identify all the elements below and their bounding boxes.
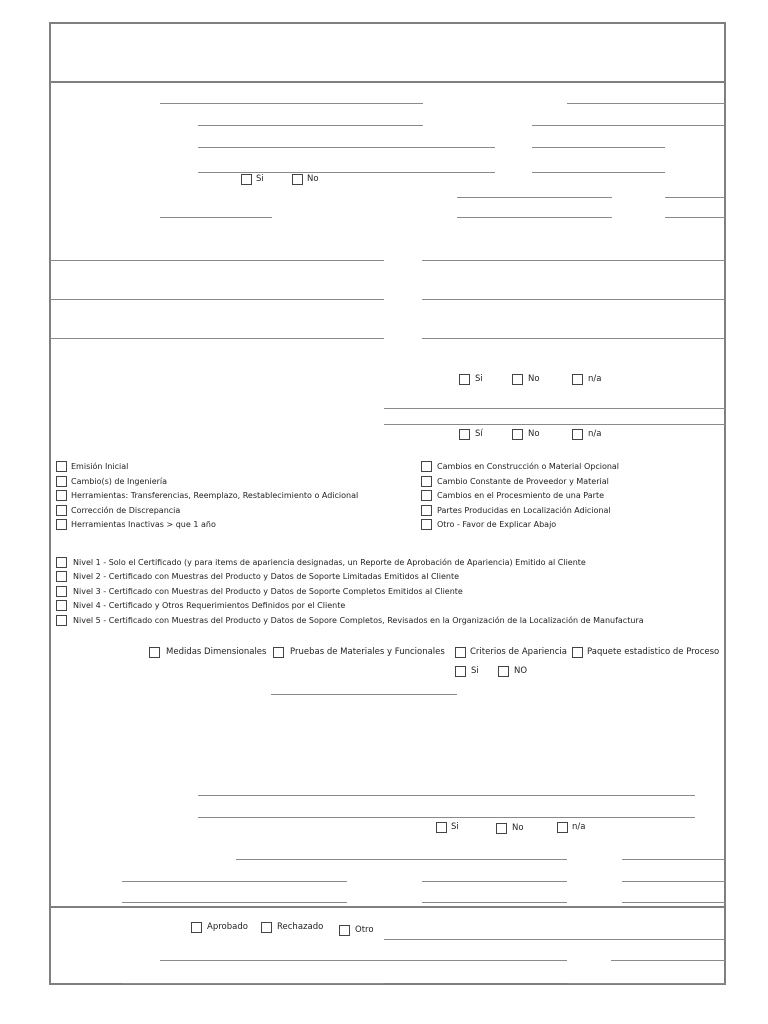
rejected-label: Rechazado (277, 922, 324, 932)
explanation-line-2 (198, 817, 695, 818)
imds-yes-checkbox[interactable] (459, 374, 470, 385)
level-checkbox[interactable] (56, 571, 67, 582)
level-label: Nivel 4 - Certificado y Otros Requerimientos Definidos por el Cliente (73, 601, 346, 610)
results-statistical-label: Paquete estadistico de Proceso (587, 647, 720, 657)
reason-checkbox[interactable] (421, 490, 432, 501)
print-name-line (122, 881, 347, 882)
customer-part-number-line (567, 103, 726, 104)
customer-print-name-line (122, 983, 384, 984)
org-name-line (50, 260, 384, 261)
mold-cavity-line (271, 694, 457, 695)
application-line (422, 338, 726, 339)
safety-no-label: No (307, 174, 319, 184)
iso-marking-yes-checkbox[interactable] (459, 429, 470, 440)
explanation-line-1 (198, 795, 695, 796)
approved-checkbox[interactable] (191, 922, 202, 933)
level-label: Nivel 5 - Certificado con Muestras del Producto y Datos de Sopore Completos, Revisados en la Organización de la Localización de Manufactura (73, 616, 644, 625)
email-line-2 (622, 902, 726, 903)
results-materials-checkbox[interactable] (273, 647, 284, 658)
reason-checkbox[interactable] (421, 519, 432, 530)
reason-checkbox[interactable] (421, 461, 432, 472)
level-label: Nivel 1 - Solo el Certificado (y para items de apariencia designadas, un Reporte de Aprobación de Apariencia) Emitido al Cliente (73, 558, 586, 567)
reason-checkbox[interactable] (56, 461, 67, 472)
reason-label: Cambios en Construcción o Material Opcional (437, 462, 620, 471)
results-appearance-checkbox[interactable] (455, 647, 466, 658)
results-met-yes-checkbox[interactable] (455, 666, 466, 677)
level-checkbox[interactable] (56, 600, 67, 611)
reason-label: Otro - Favor de Explicar Abajo (437, 520, 557, 529)
form-frame (49, 22, 726, 985)
reason-checkbox[interactable] (56, 476, 67, 487)
customer-tool-yes-label: Si (451, 822, 459, 832)
fax-line (622, 881, 726, 882)
results-statistical-checkbox[interactable] (572, 647, 583, 658)
results-appearance-label: Criterios de Apariencia (470, 647, 568, 657)
reason-label: Cambio Constante de Proveedor y Material (437, 477, 609, 486)
customer-tool-na-label: n/a (572, 822, 586, 832)
imds-yes-label: Si (475, 374, 483, 384)
iso-marking-na-label: n/a (588, 429, 602, 439)
iso-marking-no-checkbox[interactable] (512, 429, 523, 440)
title-line (122, 902, 347, 903)
imds-na-label: n/a (588, 374, 602, 384)
other-label: Otro (355, 925, 374, 935)
engineering-change-level-line (198, 147, 495, 148)
reason-label: Herramientas Inactivas > que 1 año (71, 520, 216, 529)
results-met-no-checkbox[interactable] (498, 666, 509, 677)
rejected-checkbox[interactable] (261, 922, 272, 933)
safety-yes-checkbox[interactable] (241, 174, 252, 185)
approved-label: Aprobado (207, 922, 248, 932)
results-materials-label: Pruebas de Materiales y Funcionales (290, 647, 445, 657)
part-name-line (160, 103, 423, 104)
level-checkbox[interactable] (56, 615, 67, 626)
imds-id-line (384, 424, 726, 425)
reason-label: Corrección de Discrepancia (71, 506, 181, 515)
customer-tool-no-label: No (512, 823, 524, 833)
results-met-no-label: NO (514, 666, 528, 676)
city-line (50, 338, 384, 339)
other-checkbox[interactable] (339, 925, 350, 936)
reason-label: Emisión Inicial (71, 462, 129, 471)
customer-name-line (422, 260, 726, 261)
street-address-line (50, 299, 384, 300)
other-explanation-line (384, 939, 726, 940)
reason-checkbox[interactable] (421, 476, 432, 487)
org-part-number-line (532, 125, 726, 126)
customer-tracking-line (567, 983, 726, 984)
level-checkbox[interactable] (56, 557, 67, 568)
reason-label: Herramientas: Transferencias, Reemplazo, Restablecimiento o Adicional (71, 491, 359, 500)
imds-no-checkbox[interactable] (512, 374, 523, 385)
reason-checkbox[interactable] (56, 505, 67, 516)
phone-line (422, 881, 567, 882)
customer-tool-no-checkbox[interactable] (496, 823, 507, 834)
disposition-divider (50, 906, 726, 908)
imds-number-line (384, 408, 726, 409)
buyer-code-line (422, 299, 726, 300)
safety-yes-label: Si (256, 174, 264, 184)
dated-line-1 (532, 147, 665, 148)
weight-line (665, 197, 726, 198)
reason-checkbox[interactable] (56, 519, 67, 530)
reason-checkbox[interactable] (421, 505, 432, 516)
iso-marking-yes-label: Sí (475, 429, 483, 439)
customer-signature-line (160, 960, 567, 961)
level-label: Nivel 2 - Certificado con Muestras del Producto y Datos de Soporte Limitadas Emitidos al Cliente (73, 572, 460, 581)
customer-tool-na-checkbox[interactable] (557, 822, 568, 833)
customer-tool-yes-checkbox[interactable] (436, 822, 447, 833)
level-label: Nivel 3 - Certificado con Muestras del Producto y Datos de Soporte Completos Emitidos al Cliente (73, 587, 463, 596)
reason-label: Cambios en el Procesmiento de una Parte (437, 491, 605, 500)
dated-line-2 (532, 172, 665, 173)
reason-checkbox[interactable] (56, 490, 67, 501)
authorized-signature-line (236, 859, 567, 860)
results-dimensional-label: Medidas Dimensionales (166, 647, 267, 657)
reason-label: Cambio(s) de Ingeniería (71, 477, 168, 486)
customer-date-line (611, 960, 726, 961)
checking-aid-line (160, 217, 272, 218)
imds-na-checkbox[interactable] (572, 374, 583, 385)
level-checkbox[interactable] (56, 586, 67, 597)
iso-marking-na-checkbox[interactable] (572, 429, 583, 440)
additional-changes-line (198, 172, 495, 173)
po-number-line (457, 197, 612, 198)
header-divider (50, 81, 726, 83)
results-met-yes-label: Si (471, 666, 479, 676)
engineering-change-level-line-2 (665, 217, 726, 218)
email-line (422, 902, 567, 903)
signature-date-line (622, 859, 726, 860)
safety-no-checkbox[interactable] (292, 174, 303, 185)
shown-on-drawing-line (198, 125, 423, 126)
iso-marking-no-label: No (528, 429, 540, 439)
results-dimensional-checkbox[interactable] (149, 647, 160, 658)
reason-label: Partes Producidas en Localización Adicional (437, 506, 611, 515)
imds-no-label: No (528, 374, 540, 384)
checking-aid-number-line (457, 217, 612, 218)
